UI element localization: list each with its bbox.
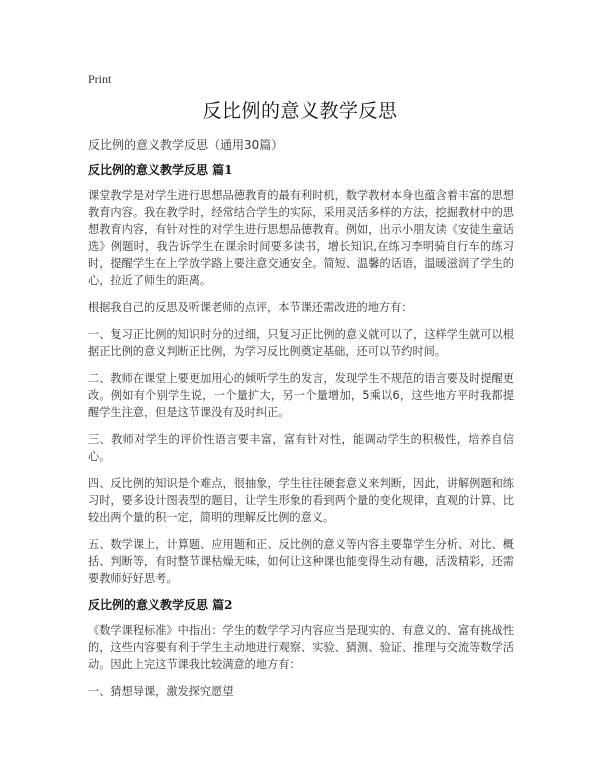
paragraph: 二、教师在课堂上要更加用心的倾听学生的发言，发现学生不规范的语言要及时提醒更改。例如有个别学生说，一个量扩大，另一个量增加，5乘以6，这些地方平时我都提醒学生注意，但是这节课没有及时纠正。	[88, 372, 514, 419]
paragraph: 一、复习正比例的知识时分的过细，只复习正比例的意义就可以了，这样学生就可以根据正比例的意义判断正比例，为学习反比例奠定基础，还可以节约时间。	[88, 328, 514, 358]
section-heading: 反比例的意义教学反思 篇2	[88, 598, 233, 612]
paragraph: 根据我自己的反思及听课老师的点评，本节课还需改进的地方有：	[88, 301, 413, 314]
document-body	[88, 156, 514, 710]
paragraph: 课堂教学是对学生进行思想品德教育的最有利时机，数学教材本身也蕴含着丰富的思想教育内容。我在教学时，经常结合学生的实际，采用灵活多样的方法，挖掘教材中的思想教育内容，有针对性的对学生进行思想品德教育。例如，出示小朋友读《安徒生童话选》例题时，我告诉学生在课余时间要多读书，增长知识,在练习李明骑自行车的练习时，提醒学生在上学放学路上要注意交通安全。简短、温馨的话语，温暖滋润了学生的心，拉近了师生的距离。	[88, 189, 514, 287]
print-label[interactable]: Print	[88, 72, 112, 86]
page-title: 反比例的意义教学反思	[202, 100, 398, 122]
paragraph: 五、数学课上，计算题、应用题和正、反比例的意义等内容主要靠学生分析、对比、概括、判断等，有时整节课枯燥无味，如何让这种课也能变得生动有趣，活泼精彩，还需要教师好好思考。	[88, 538, 514, 585]
section-heading: 反比例的意义教学反思 篇1	[88, 163, 233, 177]
section-1	[88, 162, 514, 587]
paragraph: 一、猜想导课，激发探究愿望	[88, 685, 234, 698]
section-2	[88, 597, 514, 700]
paragraph: 三、教师对学生的评价性语言要丰富，富有针对性，能调动学生的积极性，培养自信心。	[88, 433, 514, 463]
paragraph: 《数学课程标准》中指出：学生的数学学习内容应当是现实的、有意义的、富有挑战性的，这些内容要有利于学生主动地进行观察、实验、猜测、验证、推理与交流等数学活动。因此上完这节课我比较满意的地方有：	[88, 624, 514, 671]
document-subtitle: 反比例的意义教学反思（通用30篇）	[88, 138, 284, 152]
paragraph: 四、反比例的知识是个难点，很抽象，学生往往硬套意义来判断，因此，讲解例题和练习时，要多设计图表型的题目，让学生形象的看到两个量的变化规律，直观的计算、比较出两个量的积一定，简明的理解反比例的意义。	[88, 477, 514, 524]
